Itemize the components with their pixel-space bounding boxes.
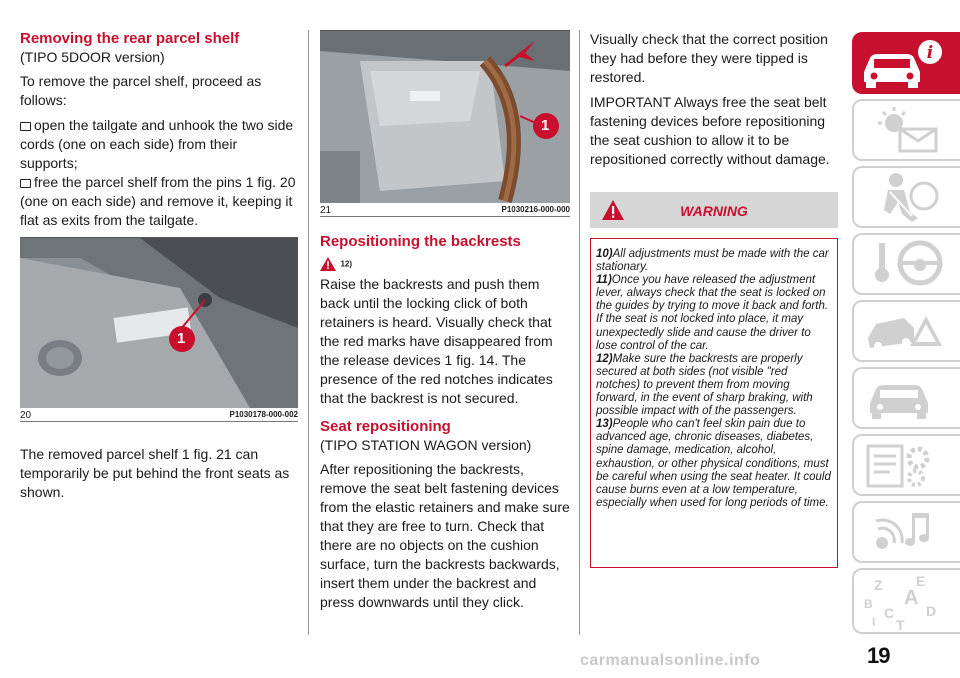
- intro-paragraph: To remove the parcel shelf, proceed as follows:: [20, 73, 262, 108]
- tab-starting-driving[interactable]: [852, 233, 960, 295]
- section-subheading: (TIPO 5DOOR version): [20, 49, 165, 65]
- tab-maintenance[interactable]: [852, 367, 960, 429]
- index-letter: I: [872, 615, 876, 629]
- warning-triangle-icon: [320, 257, 336, 271]
- list-item: open the tailgate and unhook the two side cords (one on each side) from their supports;: [20, 117, 294, 171]
- figure-caption: [320, 203, 570, 216]
- list-item: free the parcel shelf from the pins 1 fig. 20 (one on each side) and remove it, keeping it flat as exits from the tailgate.: [20, 174, 296, 228]
- tab-technical-data[interactable]: [852, 434, 960, 496]
- column-3: [590, 30, 840, 175]
- index-letter: T: [896, 617, 905, 632]
- warning-header: [590, 192, 838, 228]
- warning-item: 11)Once you have released the adjustment lever, always check that the seat is locked on the guides by trying to move it back and forth. If the seat is not locked into place, it may unexpectedly slide and cause the driver to lose control of the car.: [596, 274, 829, 352]
- section-heading: Repositioning the backrests: [320, 233, 521, 250]
- figure-21: [320, 30, 570, 217]
- tab-index[interactable]: [852, 568, 960, 634]
- index-letter: C: [884, 605, 895, 621]
- tab-dashboard[interactable]: [852, 99, 960, 161]
- breakdown-icon: [854, 302, 960, 360]
- column-2: [320, 30, 570, 618]
- specs-gears-icon: [854, 436, 960, 494]
- parcel-shelf-stored-photo: [320, 31, 570, 203]
- warning-item: 10)All adjustments must be made with the car stationary.: [596, 248, 829, 274]
- multimedia-icon: [854, 503, 960, 561]
- warning-box: [590, 238, 838, 568]
- car-maintenance-icon: [854, 369, 960, 427]
- watermark: carmanualsonline.info: [580, 652, 761, 669]
- tab-emergency[interactable]: [852, 300, 960, 362]
- paragraph: Visually check that the correct position they had before they were tipped is restored.: [590, 31, 828, 85]
- tab-car-info[interactable]: [852, 32, 960, 94]
- callout-label: 1: [177, 330, 186, 347]
- warning-item: 13)People who can't feel skin pain due to advanced age, chronic diseases, diabetes, spine damage, medication, alcohol, exhaustion, or other physical conditions, must be careful when using the seat heater. It could cause burns even at a low temperature, especially when used for long periods of time.: [596, 418, 831, 509]
- paragraph: After repositioning the backrests, remove the seat belt fastening devices from the elastic retainers and make sure that they are free to turn. Check that there are no objects on the cushion surface, turn the backrests backwards, insert them under the backrest and press downwards until they click.: [320, 461, 570, 610]
- important-note: IMPORTANT Always free the seat belt fastening devices before repositioning the seat cushion to allow it to be repositioned correctly without damage.: [590, 94, 830, 167]
- alphabetical-index-icon: [854, 570, 960, 632]
- page-number: 19: [867, 643, 890, 668]
- callout-label: 1: [541, 117, 550, 134]
- warning-item: 12)Make sure the backrests are properly secured at both sides (not visible "red notches) to prevent them from moving forward, in the event of sharp braking, with possible impact with of the passengers.: [596, 352, 813, 418]
- section-subheading: (TIPO STATION WAGON version): [320, 437, 532, 453]
- warning-ref-number: 12): [340, 259, 353, 269]
- index-letter: E: [916, 573, 926, 589]
- checkbox-bullet-icon: [20, 122, 31, 131]
- airbag-safety-icon: [854, 168, 960, 226]
- key-steering-icon: [854, 235, 960, 293]
- warning-title: WARNING: [680, 203, 748, 219]
- figure-code: P1030178-000-002: [229, 410, 298, 419]
- tab-safety[interactable]: [852, 166, 960, 228]
- checkbox-bullet-icon: [20, 179, 31, 188]
- column-divider: [308, 30, 309, 635]
- index-letter: D: [926, 603, 937, 619]
- parcel-shelf-photo: [20, 238, 298, 408]
- column-divider: [579, 30, 580, 635]
- column-1: [20, 30, 298, 500]
- index-letter: Z: [874, 577, 883, 593]
- paragraph: The removed parcel shelf 1 fig. 21 can temporarily be put behind the front seats as shown.: [20, 446, 290, 500]
- figure-number: 20: [20, 410, 32, 421]
- paragraph: Raise the backrests and push them back until the locking click of both retainers is heard. Visually check that the red marks have disappeared from the release devices 1 fig. 14. The presence of the red notches indicates that the backrest is not secured.: [320, 276, 553, 406]
- section-heading: Removing the rear parcel shelf: [20, 30, 240, 47]
- figure-20: [20, 237, 298, 422]
- section-heading: Seat repositioning: [320, 418, 451, 435]
- svg-text:i: i: [926, 43, 934, 63]
- figure-code: P1030216-000-000: [501, 205, 570, 214]
- tab-multimedia[interactable]: [852, 501, 960, 563]
- index-letter: B: [864, 597, 873, 611]
- figure-caption: [20, 408, 298, 421]
- figure-number: 21: [320, 205, 332, 216]
- index-letter: A: [904, 587, 919, 609]
- dashboard-warning-icon: [854, 101, 960, 159]
- warning-reference: [320, 255, 570, 271]
- car-info-icon: [852, 32, 960, 94]
